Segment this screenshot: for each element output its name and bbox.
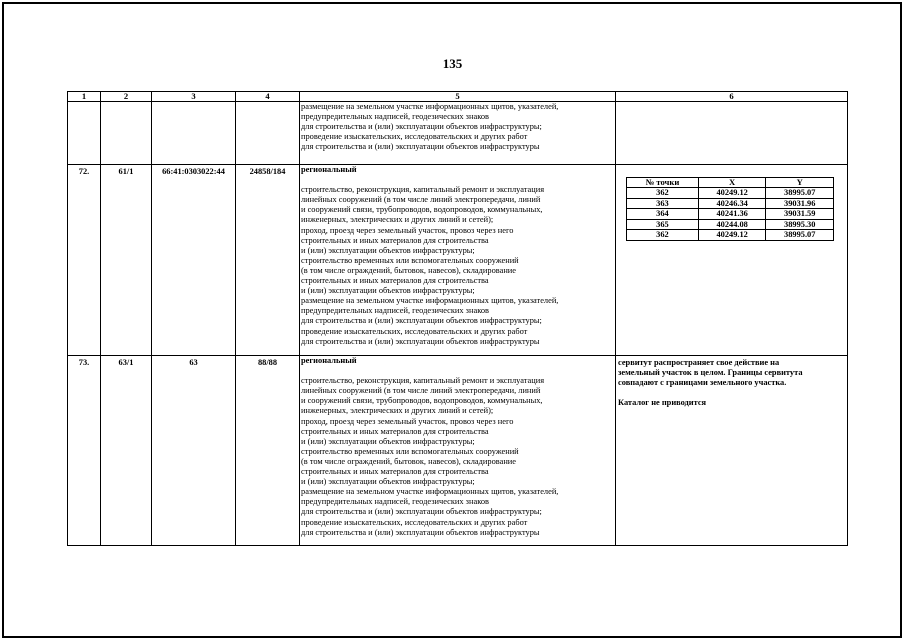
- purpose-line: и (или) эксплуатации объектов инфраструктуры;: [301, 286, 475, 296]
- purpose-line: линейных сооружений (в том числе линий электропередачи, линий: [301, 386, 541, 396]
- purpose-line: предупредительных надписей, геодезических знаков: [301, 112, 489, 122]
- purpose-line: строительных и иных материалов для строительства: [301, 276, 489, 286]
- note-cell: [616, 356, 848, 546]
- purpose-line: проведение изыскательских, исследовательских и других работ: [301, 132, 528, 142]
- purpose-line: для строительства и (или) эксплуатации объектов инфраструктуры: [301, 336, 540, 346]
- purpose-line: и (или) эксплуатации объектов инфраструктуры;: [301, 245, 475, 255]
- coord-point: 365: [627, 219, 699, 230]
- page-number: 135: [442, 56, 463, 71]
- coord-y: 39031.59: [766, 209, 834, 220]
- parcel-ref: 63/1: [101, 356, 152, 546]
- cadastral-number: 66:41:0303022:44: [152, 165, 236, 356]
- coordinates-row: [627, 188, 834, 199]
- coord-x: 40241.36: [698, 209, 766, 220]
- purpose-line: для строительства и (или) эксплуатации объектов инфраструктуры;: [301, 316, 542, 326]
- servitude-note-line: совпадают с границами земельного участка.: [618, 378, 787, 388]
- header-row: [68, 92, 848, 102]
- coordinates-row: [627, 230, 834, 241]
- purpose-line: размещение на земельном участке информационных щитов, указателей,: [301, 296, 559, 306]
- purpose-line: линейных сооружений (в том числе линий электропередачи, линий: [301, 195, 541, 205]
- purpose-line: и сооружений связи, трубопроводов, водопроводов, коммунальных,: [301, 205, 543, 215]
- purpose-line: и (или) эксплуатации объектов инфраструктуры;: [301, 477, 475, 487]
- purpose-line: строительных и иных материалов для строительства: [301, 426, 489, 436]
- table-row-continuation: [68, 102, 848, 165]
- purpose-line: и (или) эксплуатации объектов инфраструктуры;: [301, 436, 475, 446]
- purpose-line: размещение на земельном участке информационных щитов, указателей,: [301, 102, 559, 111]
- coord-point: 364: [627, 209, 699, 220]
- coordinates-table: [626, 177, 834, 241]
- purpose-line: предупредительных надписей, геодезических знаков: [301, 497, 489, 507]
- coord-header-x: X: [698, 178, 766, 188]
- table-row-72: [68, 165, 848, 356]
- purpose-line: проход, проезд через земельный участок, провоз через него: [301, 225, 514, 235]
- purpose-line: для строительства и (или) эксплуатации объектов инфраструктуры;: [301, 122, 542, 132]
- coord-y: 39031.96: [766, 198, 834, 209]
- table-row-73: [68, 356, 848, 546]
- coord-x: 40249.12: [698, 230, 766, 241]
- purpose-cell: [300, 102, 616, 165]
- coordinates-row: [627, 209, 834, 220]
- coord-y: 38995.30: [766, 219, 834, 230]
- purpose-cell: [300, 356, 616, 546]
- coord-y: 38995.07: [766, 188, 834, 199]
- area-value: 88/88: [236, 356, 300, 546]
- purpose-title: региональный: [301, 356, 357, 365]
- coord-point: 363: [627, 198, 699, 209]
- col-header-3: 3: [152, 92, 236, 102]
- purpose-line: строительство, реконструкция, капитальный ремонт и эксплуатация: [301, 376, 545, 386]
- purpose-line: размещение на земельном участке информационных щитов, указателей,: [301, 487, 559, 497]
- col-header-4: 4: [236, 92, 300, 102]
- purpose-cell: [300, 165, 616, 356]
- servitude-note-line: сервитут распространяет свое действие на: [618, 358, 780, 367]
- purpose-line: строительных и иных материалов для строительства: [301, 467, 489, 477]
- purpose-line: строительство временных или вспомогательных сооружений: [301, 255, 519, 265]
- purpose-line: строительных и иных материалов для строительства: [301, 235, 489, 245]
- purpose-line: проведение изыскательских, исследовательских и других работ: [301, 517, 528, 527]
- purpose-line: для строительства и (или) эксплуатации объектов инфраструктуры: [301, 527, 540, 537]
- col-header-2: 2: [101, 92, 152, 102]
- servitude-table: [67, 91, 848, 546]
- coord-point: 362: [627, 188, 699, 199]
- coordinates-row: [627, 219, 834, 230]
- coordinates-header-row: [627, 178, 834, 188]
- parcel-ref: 61/1: [101, 165, 152, 356]
- coord-x: 40249.12: [698, 188, 766, 199]
- purpose-title: региональный: [301, 165, 357, 174]
- coord-y: 38995.07: [766, 230, 834, 241]
- servitude-note-line: земельный участок в целом. Границы сервитута: [618, 368, 803, 378]
- purpose-line: инженерных, электрических и других линий и сетей);: [301, 215, 494, 225]
- coordinates-cell: [616, 165, 848, 356]
- row-number: 72.: [68, 165, 101, 356]
- purpose-line: (в том числе ограждений, бытовок, навесов), складирование: [301, 265, 517, 275]
- coord-header-y: Y: [766, 178, 834, 188]
- purpose-line: проход, проезд через земельный участок, провоз через него: [301, 416, 514, 426]
- col-header-6: 6: [616, 92, 848, 102]
- coord-x: 40244.08: [698, 219, 766, 230]
- area-value: 24858/184: [236, 165, 300, 356]
- purpose-line: и сооружений связи, трубопроводов, водопроводов, коммунальных,: [301, 396, 543, 406]
- purpose-line: проведение изыскательских, исследовательских и других работ: [301, 326, 528, 336]
- cadastral-number: 63: [152, 356, 236, 546]
- col-header-1: 1: [68, 92, 101, 102]
- purpose-line: строительство временных или вспомогательных сооружений: [301, 446, 519, 456]
- coordinates-row: [627, 198, 834, 209]
- purpose-line: инженерных, электрических и других линий и сетей);: [301, 406, 494, 416]
- row-number: 73.: [68, 356, 101, 546]
- purpose-line: (в том числе ограждений, бытовок, навесов), складирование: [301, 456, 517, 466]
- col-header-5: 5: [300, 92, 616, 102]
- purpose-line: для строительства и (или) эксплуатации объектов инфраструктуры;: [301, 507, 542, 517]
- coord-header-point: № точки: [627, 178, 699, 188]
- coord-x: 40246.34: [698, 198, 766, 209]
- coord-point: 362: [627, 230, 699, 241]
- purpose-line: строительство, реконструкция, капитальный ремонт и эксплуатация: [301, 185, 545, 195]
- purpose-line: предупредительных надписей, геодезических знаков: [301, 306, 489, 316]
- catalog-note: Каталог не приводится: [618, 398, 707, 408]
- purpose-line: для строительства и (или) эксплуатации объектов инфраструктуры: [301, 142, 540, 152]
